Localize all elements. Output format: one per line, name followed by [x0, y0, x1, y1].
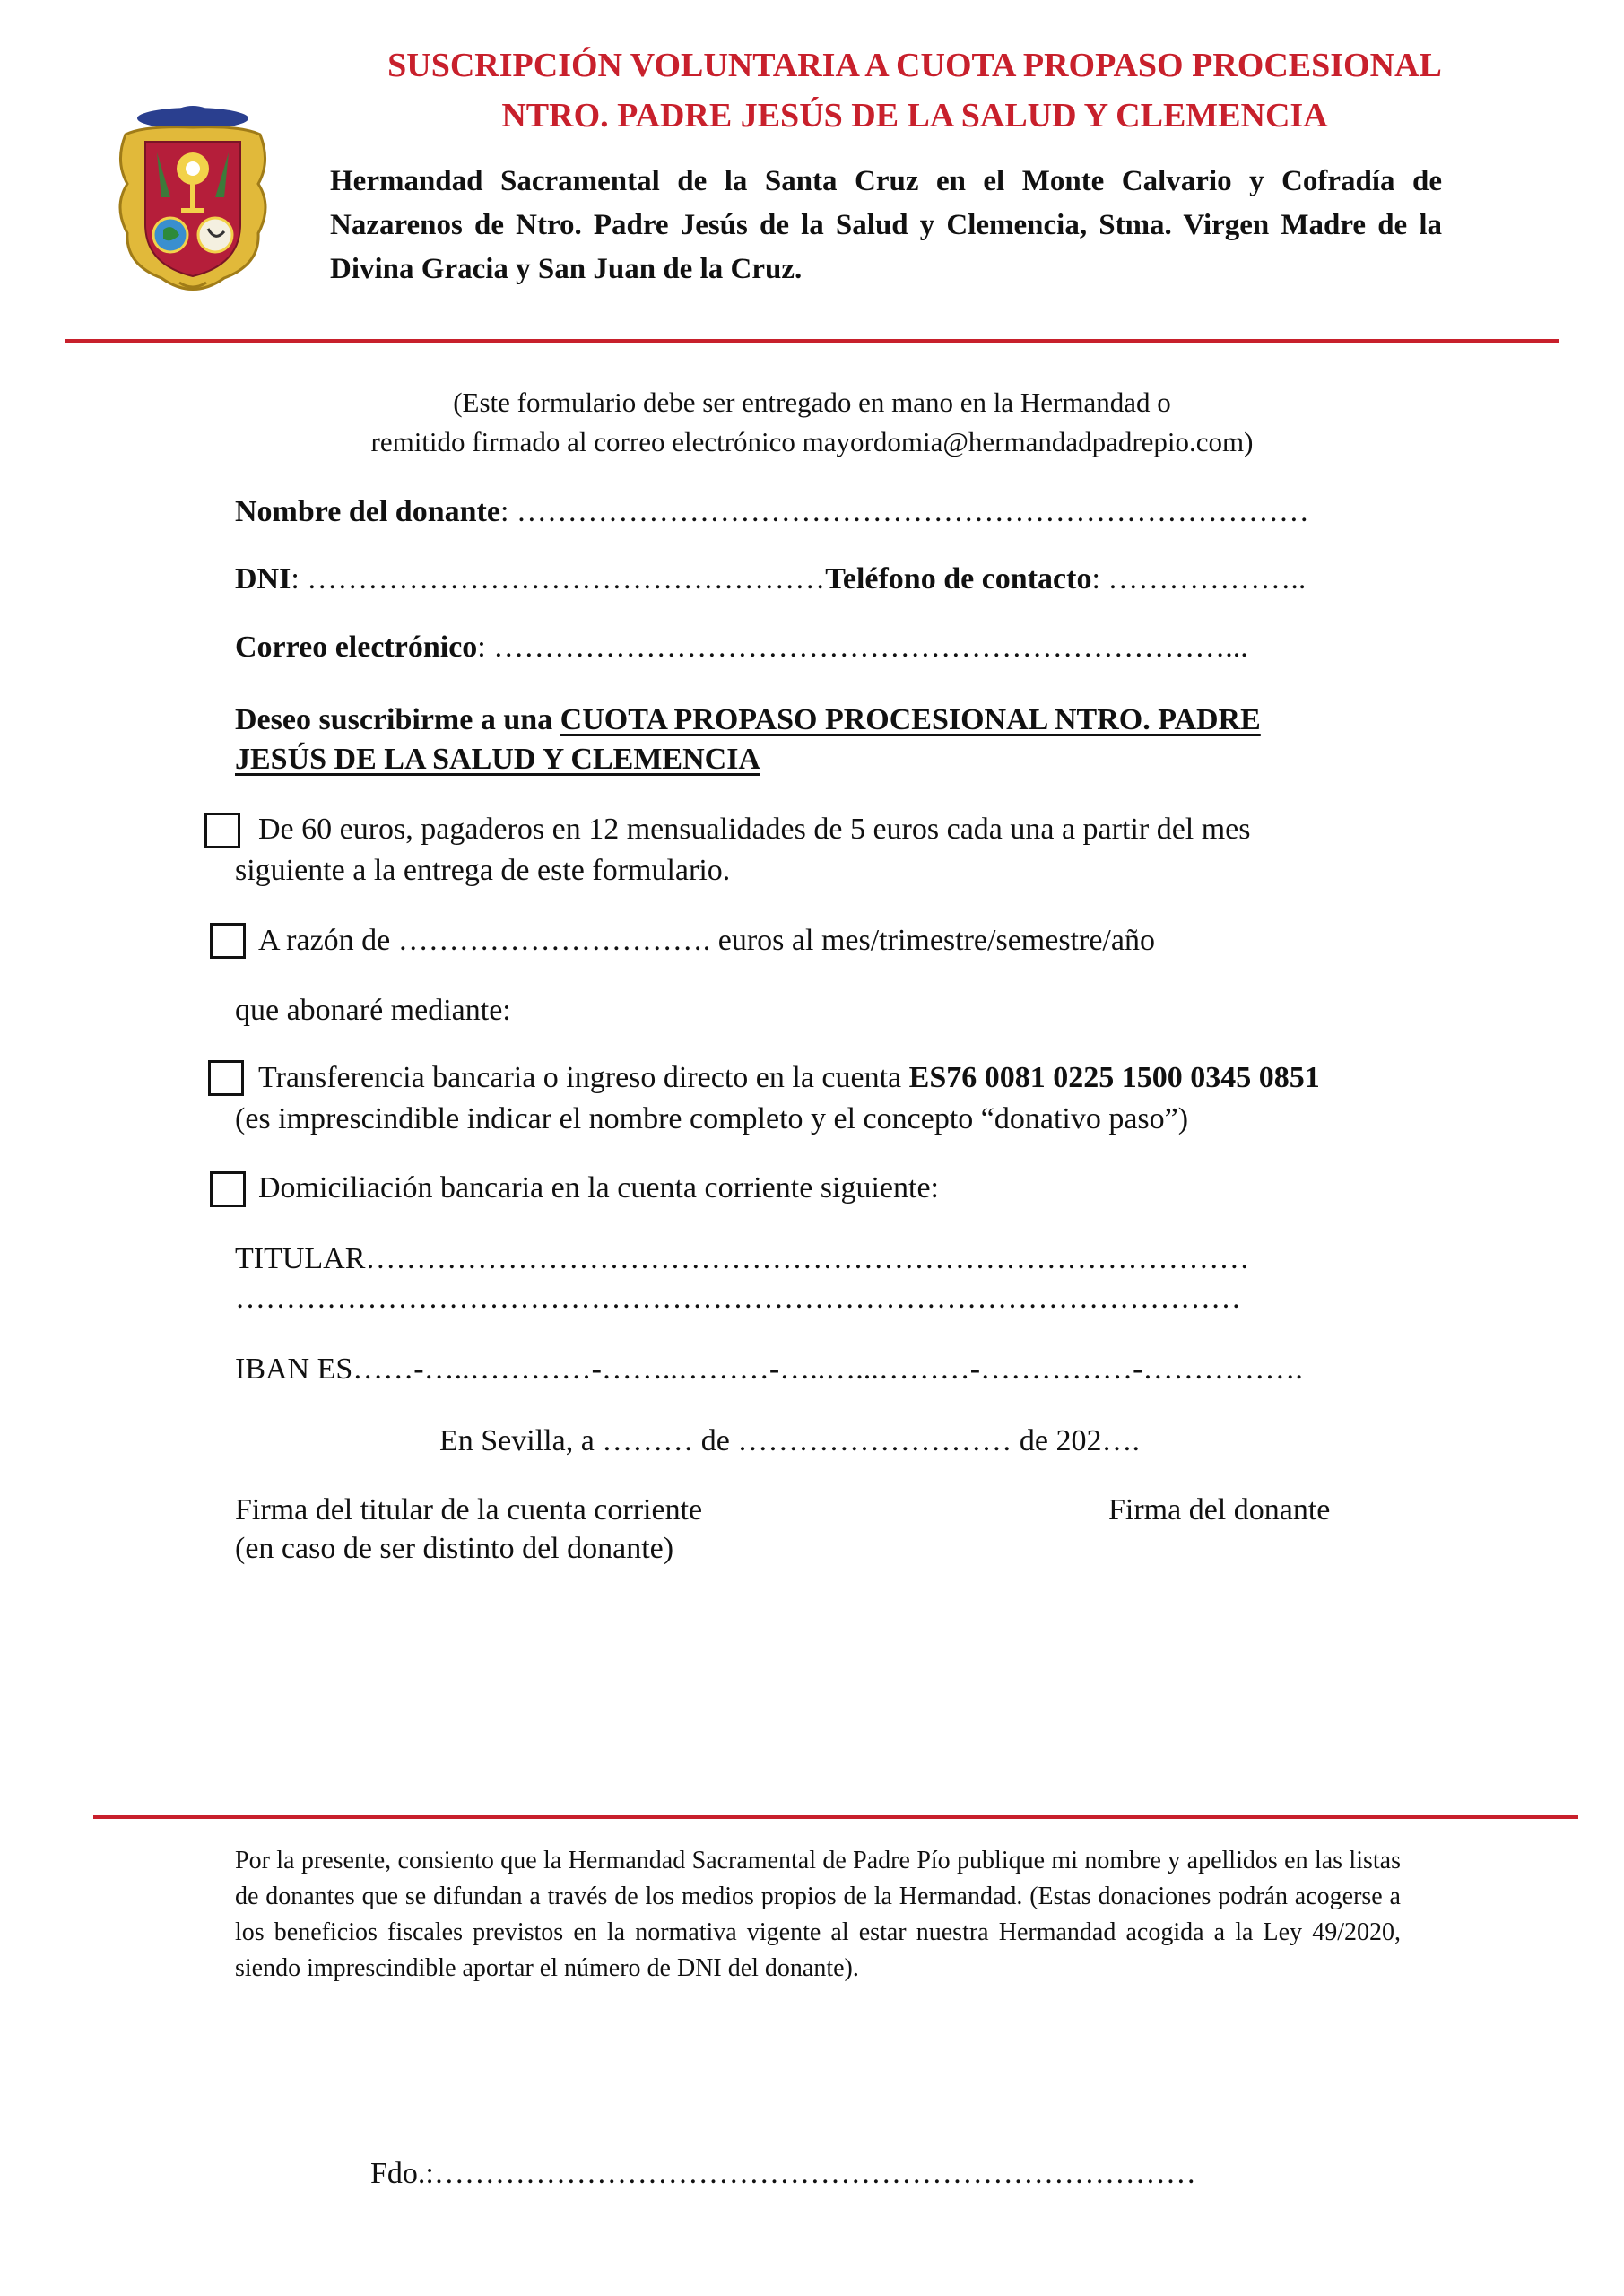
holder-signature-label: Firma del titular de la cuenta corriente [235, 1493, 703, 1526]
donor-name-blank: : …………………………………………………………………… [499, 495, 1309, 528]
footer-divider [93, 1815, 1578, 1819]
dni-blank: : …………………………………………… [291, 562, 826, 596]
subscribe-title-1: CUOTA PROPASO PROCESIONAL NTRO. PADRE [560, 703, 1261, 736]
option-60-euros-line-1: De 60 euros, pagaderos en 12 mensualidades de 5 euros cada una a partir del mes [258, 813, 1251, 846]
donor-signature-label: Firma del donante [1108, 1493, 1331, 1526]
option-direct-debit-text: Domiciliación bancaria en la cuenta corriente siguiente: [258, 1171, 939, 1205]
option-direct-debit-checkbox[interactable] [210, 1171, 246, 1207]
subscribe-line-1 [235, 700, 1261, 740]
donor-name-label: Nombre del donante [235, 495, 500, 528]
holder-signature-note: (en caso de ser distinto del donante) [235, 1532, 674, 1565]
option-custom-amount-checkbox[interactable] [210, 923, 246, 959]
email-field[interactable] [235, 628, 1248, 667]
brotherhood-crest-icon [108, 99, 278, 305]
phone-label: Teléfono de contacto [825, 562, 1092, 596]
subscribe-title-2: JESÚS DE LA SALUD Y CLEMENCIA [235, 743, 760, 776]
donor-name-field[interactable] [235, 492, 1309, 532]
dni-label: DNI [235, 562, 291, 596]
title-line-1: SUSCRIPCIÓN VOLUNTARIA A CUOTA PROPASO PROCESIONAL [387, 47, 1442, 84]
dni-phone-field[interactable] [235, 560, 1306, 599]
option-60-euros-checkbox[interactable] [204, 813, 240, 848]
intro-line-2: remitido firmado al correo electrónico mayordomia@hermandadpadrepio.com) [370, 426, 1254, 457]
consent-paragraph: Por la presente, consiento que la Hermandad Sacramental de Padre Pío publique mi nombre y apellidos en las listas de donantes que se difundan a través de los medios propios de la Hermandad. (Estas donaciones podrán acogerse a los beneficios fiscales previstos en la normativa vigente al estar nuestra Hermandad acogida a la Ley 49/2020, siendo imprescindible aportar el número de DNI del donante). [235, 1847, 1401, 1982]
email-label: Correo electrónico [235, 631, 478, 664]
option-transfer-line-1 [258, 1058, 1320, 1098]
header-divider [65, 339, 1559, 343]
option-custom-amount-text: A razón de …………………………. euros al mes/trimestre/semestre/año [258, 924, 1155, 957]
iban-field[interactable]: IBAN ES……-…..…………-……..………-…..…...………-……………-……………. [235, 1352, 1303, 1386]
account-holder-line-2[interactable]: ……………………………………………………………………………………… [235, 1282, 1241, 1315]
account-number: ES76 0081 0225 1500 0345 0851 [908, 1061, 1320, 1094]
organization-name: Hermandad Sacramental de la Santa Cruz en el Monte Calvario y Cofradía de Nazarenos de Ntro. Padre Jesús de la Salud y Clemencia, Stma. Virgen Madre de la Divina Gracia y San Juan de la Cruz. [330, 165, 1442, 285]
option-transfer-text: Transferencia bancaria o ingreso directo en la cuenta [258, 1061, 909, 1094]
email-blank: : ………………………………………………………………... [477, 631, 1248, 664]
account-holder-line-1[interactable]: TITULAR…………………………………………………………………………… [235, 1242, 1250, 1275]
intro-line-1: (Este formulario debe ser entregado en mano en la Hermandad o [453, 387, 1171, 418]
signed-line[interactable]: Fdo.:………………………………………………………………… [370, 2157, 1196, 2190]
subscribe-lead: Deseo suscribirme a una [235, 703, 560, 736]
date-line[interactable]: En Sevilla, a ……… de ……………………… de 202…. [439, 1424, 1140, 1457]
option-transfer-line-2: (es imprescindible indicar el nombre completo y el concepto “donativo paso”) [235, 1102, 1189, 1135]
phone-blank: : ……………….. [1091, 562, 1307, 596]
option-60-euros-line-2: siguiente a la entrega de este formulario. [235, 854, 731, 887]
title-line-2: NTRO. PADRE JESÚS DE LA SALUD Y CLEMENCIA [501, 97, 1328, 135]
option-transfer-checkbox[interactable] [208, 1060, 244, 1096]
payment-method-intro: que abonaré mediante: [235, 994, 511, 1027]
subscribe-line-2 [235, 740, 760, 779]
